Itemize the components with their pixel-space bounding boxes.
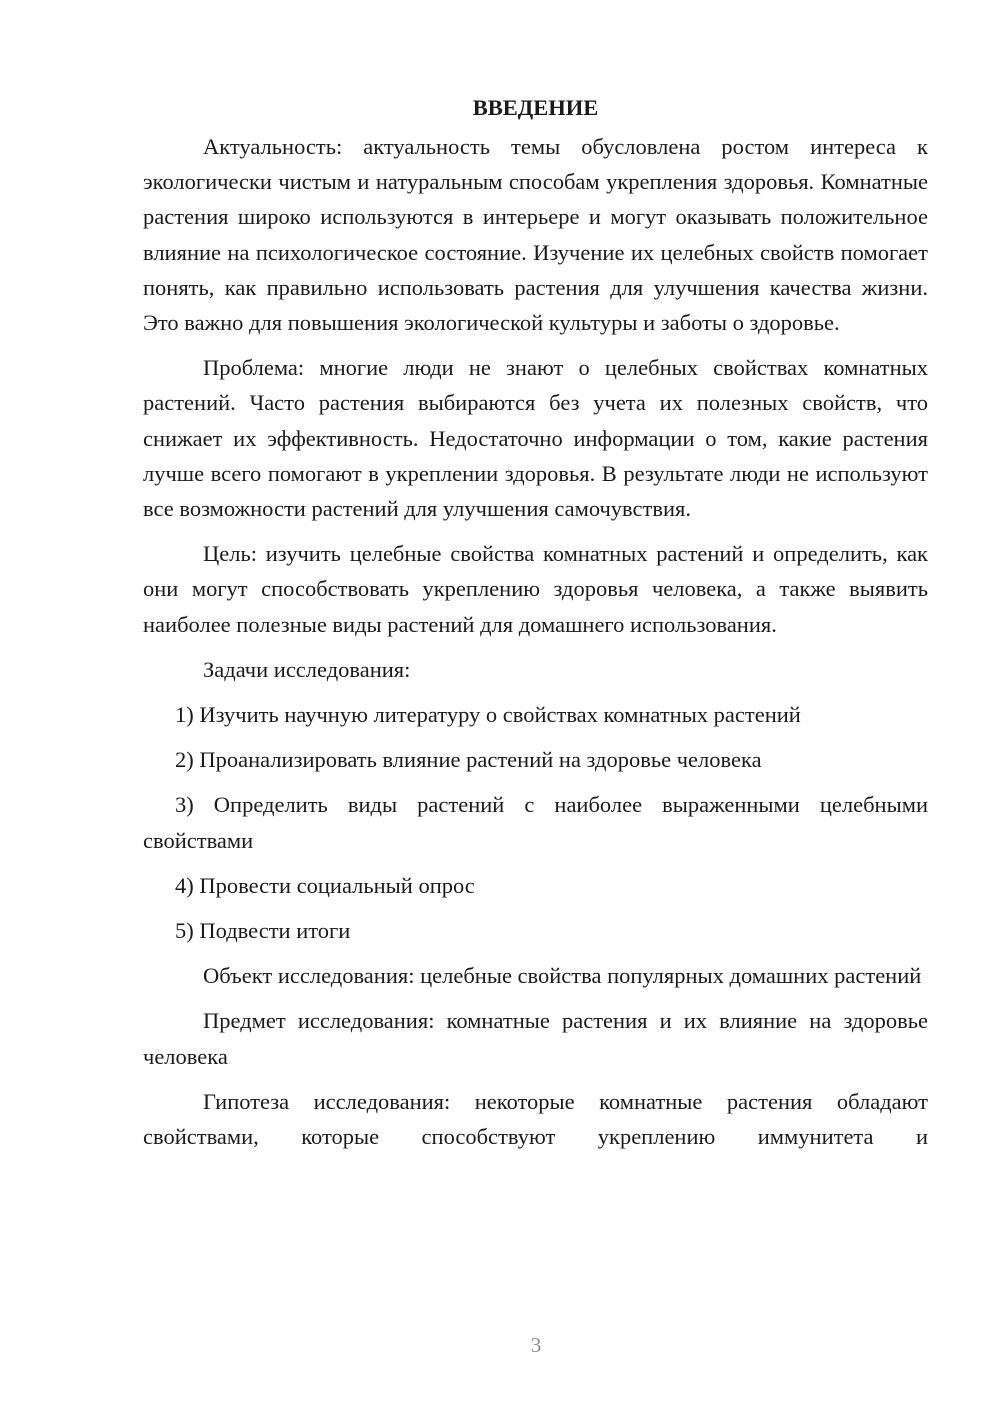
task-item: 1) Изучить научную литературу о свойствах комнатных растений [175, 702, 801, 728]
problem-paragraph: Проблема: многие люди не знают о целебных свойствах комнатных растений. Часто растения выбираются без учета их полезных свойств, что снижает их эффективность. Недостаточно информации о том, какие растения лучше всего помогают в укреплении здоровья. В результате люди не используют все возможности растений для улучшения самочувствия. [143, 355, 928, 522]
object-paragraph: Объект исследования: целебные свойства популярных домашних растений [203, 963, 922, 989]
task-item: 4) Провести социальный опрос [175, 872, 475, 898]
section-title: ВВЕДЕНИЕ [472, 95, 599, 120]
hypothesis-paragraph: Гипотеза исследования: некоторые комнатные растения обладают свойствами, которые способствуют укреплению иммунитета и [143, 1088, 928, 1150]
page-content [143, 90, 928, 1154]
task-item: 3) Определить виды растений с наиболее выраженными целебными свойствами [143, 792, 928, 853]
task-item: 2) Проанализировать влияние растений на здоровье человека [175, 747, 762, 773]
task-item: 5) Подвести итоги [175, 918, 351, 944]
relevance-paragraph: Актуальность: актуальность темы обусловлена ростом интереса к экологически чистым и натуральным способам укрепления здоровья. Комнатные растения широко используются в интерьере и могут оказывать положительное влияние на психологическое состояние. Изучение их целебных свойств помогает понять, как правильно использовать растения для улучшения качества жизни. Это важно для повышения экологической культуры и заботы о здоровье. [143, 134, 928, 336]
subject-paragraph: Предмет исследования: комнатные растения и их влияние на здоровье человека [143, 1008, 928, 1069]
page-number: 3 [530, 1333, 542, 1357]
tasks-heading: Задачи исследования: [203, 656, 411, 682]
goal-paragraph: Цель: изучить целебные свойства комнатных растений и определить, как они могут способствовать укреплению здоровья человека, а также выявить наиболее полезные виды растений для домашнего использования. [143, 541, 928, 637]
